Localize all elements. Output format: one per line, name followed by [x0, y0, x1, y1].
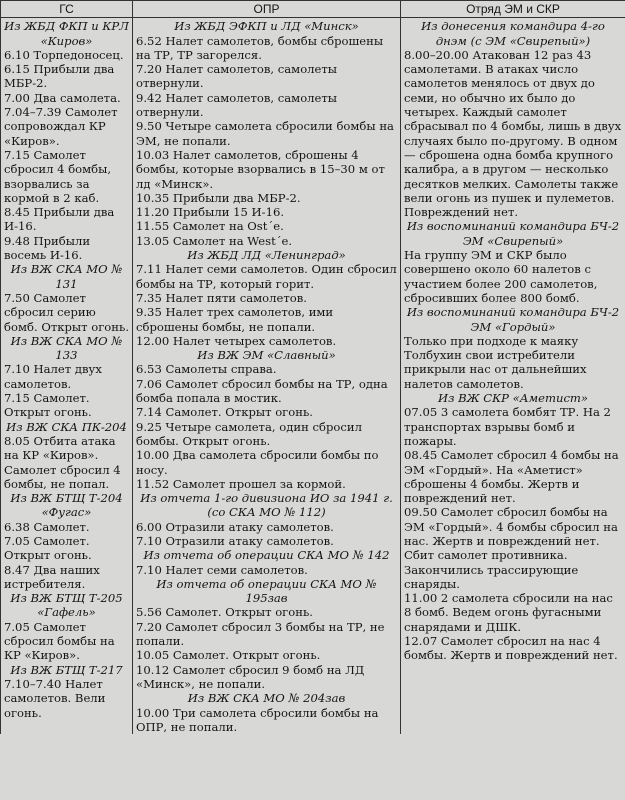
log-entry: 8.47 Два наших истребителя.: [4, 562, 100, 591]
header-gs: ГС: [1, 1, 133, 18]
log-entry: 7.11 Налет семи самолетов. Один сбросил бомбы на ТР, который горит.: [136, 262, 397, 291]
source-heading: Из воспоминаний командира БЧ-2 ЭМ «Гордый»: [406, 305, 620, 334]
source-heading: Из ВЖ СКА МО № 131: [10, 262, 123, 291]
source-heading: Из ЖБД ФКП и КРЛ «Киров»: [4, 19, 129, 48]
source-heading: Из ВЖ БТЩ Т-217: [10, 662, 123, 677]
log-entry: 9.35 Налет трех самолетов, ими сброшены бомбы, не попали.: [136, 305, 334, 334]
source-heading: Из воспоминаний командира БЧ-2 ЭМ «Свирепый»: [406, 219, 620, 248]
log-entry: 7.06 Самолет сбросил бомбы на ТР, одна бомба попала в мостик.: [136, 376, 388, 406]
source-heading: Из донесения командира 4-го днэм (с ЭМ «Свирепый»): [421, 19, 605, 48]
log-entry: 6.52 Налет самолетов, бомбы сброшены на ТР, ТР загорелся.: [136, 33, 384, 62]
log-entry: 6.00 Отразили атаку самолетов.: [136, 519, 334, 534]
log-entry: 8.05 Отбита атака на КР «Киров». Самолет сбросил 4 бомбы, не попал.: [4, 433, 121, 491]
log-entry: 7.00 Два самолета.: [4, 90, 121, 105]
log-entry: 6.53 Самолеты справа.: [136, 362, 277, 377]
log-entry: 7.15 Самолет. Открыт огонь.: [4, 391, 92, 420]
log-entry: На группу ЭМ и СКР было совершено около 60 налетов с участием более 200 самолетов, сбросивших более 800 бомб.: [404, 248, 598, 305]
log-entry: 08.45 Самолет сбросил 4 бомбы на ЭМ «Гордый». На «Аметист» сброшены 4 бомбы. Жертв и повреждений нет.: [404, 448, 619, 506]
header-em-skr: Отряд ЭМ и СКР: [401, 1, 625, 18]
header-opr: ОПР: [133, 1, 401, 18]
source-heading: Из ЖБД ЭФКП и ЛД «Минск»: [174, 19, 359, 34]
log-entry: 12.00 Налет четырех самолетов.: [136, 333, 337, 348]
source-heading: Из отчета 1-го дивизиона ИО за 1941 г. (со СКА МО № 112): [140, 491, 393, 520]
source-heading: Из ВЖ СКА МО № 204зав: [187, 691, 346, 706]
log-entry: 9.25 Четыре самолета, один сбросил бомбы. Открыт огонь.: [136, 419, 362, 448]
log-entry: 7.50 Самолет сбросил серию бомб. Открыт огонь.: [4, 290, 130, 334]
log-entry: 12.07 Самолет сбросил на нас 4 бомбы. Жертв и повреждений нет.: [404, 634, 618, 663]
log-entry: 7.20 Самолет сбросил 3 бомбы на ТР, не попали.: [136, 619, 385, 649]
source-heading: Из ВЖ СКР «Аметист»: [437, 391, 589, 406]
log-entry: 10.05 Самолет. Открыт огонь.: [136, 648, 321, 663]
log-entry: 7.35 Налет пяти самолетов.: [136, 290, 307, 305]
log-entry: 13.05 Самолет на West´е.: [136, 233, 293, 248]
log-entry: 11.52 Самолет прошел за кормой.: [136, 476, 346, 491]
column-em-skr: [401, 18, 625, 734]
source-heading: Из отчета об операции СКА МО № 195зав: [156, 576, 377, 606]
log-entry: 7.04–7.39 Самолет сопровождал КР «Киров».: [4, 105, 118, 148]
log-entry: 10.00 Два самолета сбросили бомбы по носу.: [136, 448, 379, 477]
source-heading: Из ВЖ СКА ПК-204: [6, 419, 127, 434]
log-entry: 6.38 Самолет.: [4, 519, 90, 534]
log-entry: 10.00 Три самолета сбросили бомбы на ОПР, не попали.: [136, 705, 379, 734]
log-entry: 6.10 Торпедоносец.: [4, 47, 124, 62]
source-heading: Из ВЖ БТЩ Т-204 «Фугас»: [10, 491, 123, 520]
log-entry: 10.35 Прибыли два МБР-2.: [136, 190, 301, 205]
log-entry: 7.15 Самолет сбросил 4 бомбы, взорвались за кормой в 2 каб.: [4, 147, 112, 205]
log-entry: 7.10 Налет двух самолетов.: [4, 362, 102, 391]
log-entry: 11.00 2 самолета сбросили на нас 8 бомб. Ведем огонь фугасными снарядами и ДШК.: [404, 591, 613, 634]
log-entry: 5.56 Самолет. Открыт огонь.: [136, 605, 313, 620]
column-opr: [133, 18, 401, 734]
log-entry: 6.15 Прибыли два МБР-2.: [4, 62, 115, 91]
log-entry: 9.42 Налет самолетов, самолеты отвернули.: [136, 90, 338, 120]
log-entry: 7.10 Отразили атаку самолетов.: [136, 533, 334, 548]
log-entry: Только при подходе к маяку Толбухин свои истребители прикрыли нас от дальнейших налетов самолетов.: [404, 333, 587, 391]
log-entry: 7.10–7.40 Налет самолетов. Вели огонь.: [4, 676, 106, 720]
log-entry: 07.05 3 самолета бомбят ТР. На 2 транспортах взрывы бомб и пожары.: [404, 405, 611, 448]
log-entry: 10.12 Самолет сбросил 9 бомб на ЛД «Минск», не попали.: [136, 662, 365, 691]
source-heading: Из ВЖ БТЩ Т-205 «Гафель»: [10, 591, 123, 620]
log-entry: 10.03 Налет самолетов, сброшены 4 бомбы, которые взорвались в 15–30 м от лд «Минск».: [136, 147, 385, 191]
log-entry: 8.45 Прибыли два И-16.: [4, 205, 115, 234]
header-row: [1, 1, 625, 18]
log-entry: 8.00–20.00 Атакован 12 раз 43 самолетами. В атаках число самолетов менялось от двух до семи, но обычно их было до четырех. Каждый самолет сбрасывал по 4 бомбы, лишь в двух случаях было по-другому. В одном — сброшена одна бомба крупного калибра, а в другом — несколько десятков мелких. Самолеты также вели огонь из пушек и пулеметов. Повреждений нет.: [404, 47, 622, 220]
log-entry: 7.10 Налет семи самолетов.: [136, 562, 308, 577]
source-heading: Из ВЖ СКА МО № 133: [10, 333, 123, 363]
log-entry: 11.20 Прибыли 15 И-16.: [136, 205, 285, 220]
log-entry: 9.48 Прибыли восемь И-16.: [4, 233, 91, 263]
log-entry: 7.20 Налет самолетов, самолеты отвернули.: [136, 62, 338, 91]
source-heading: Из ЖБД ЛД «Ленинград»: [187, 248, 346, 263]
source-heading: Из ВЖ ЭМ «Славный»: [197, 348, 336, 363]
log-entry: 11.55 Самолет на Ost´е.: [136, 219, 284, 234]
source-heading: Из отчета об операции СКА МО № 142: [143, 548, 390, 563]
log-entry: 09.50 Самолет сбросил бомбы на ЭМ «Гордый». 4 бомбы сбросил на нас. Жертв и повреждений нет. Сбит самолет противника. Закончились трассирующие снаряды.: [404, 505, 618, 591]
body-row: [1, 18, 625, 734]
log-entry: 7.05 Самолет. Открыт огонь.: [4, 533, 92, 563]
log-entry: 9.50 Четыре самолета сбросили бомбы на ЭМ, не попали.: [136, 119, 394, 148]
column-gs: [1, 18, 133, 734]
log-entry: 7.14 Самолет. Открыт огонь.: [136, 405, 313, 420]
log-entry: 7.05 Самолет сбросил бомбы на КР «Киров».: [4, 619, 115, 663]
